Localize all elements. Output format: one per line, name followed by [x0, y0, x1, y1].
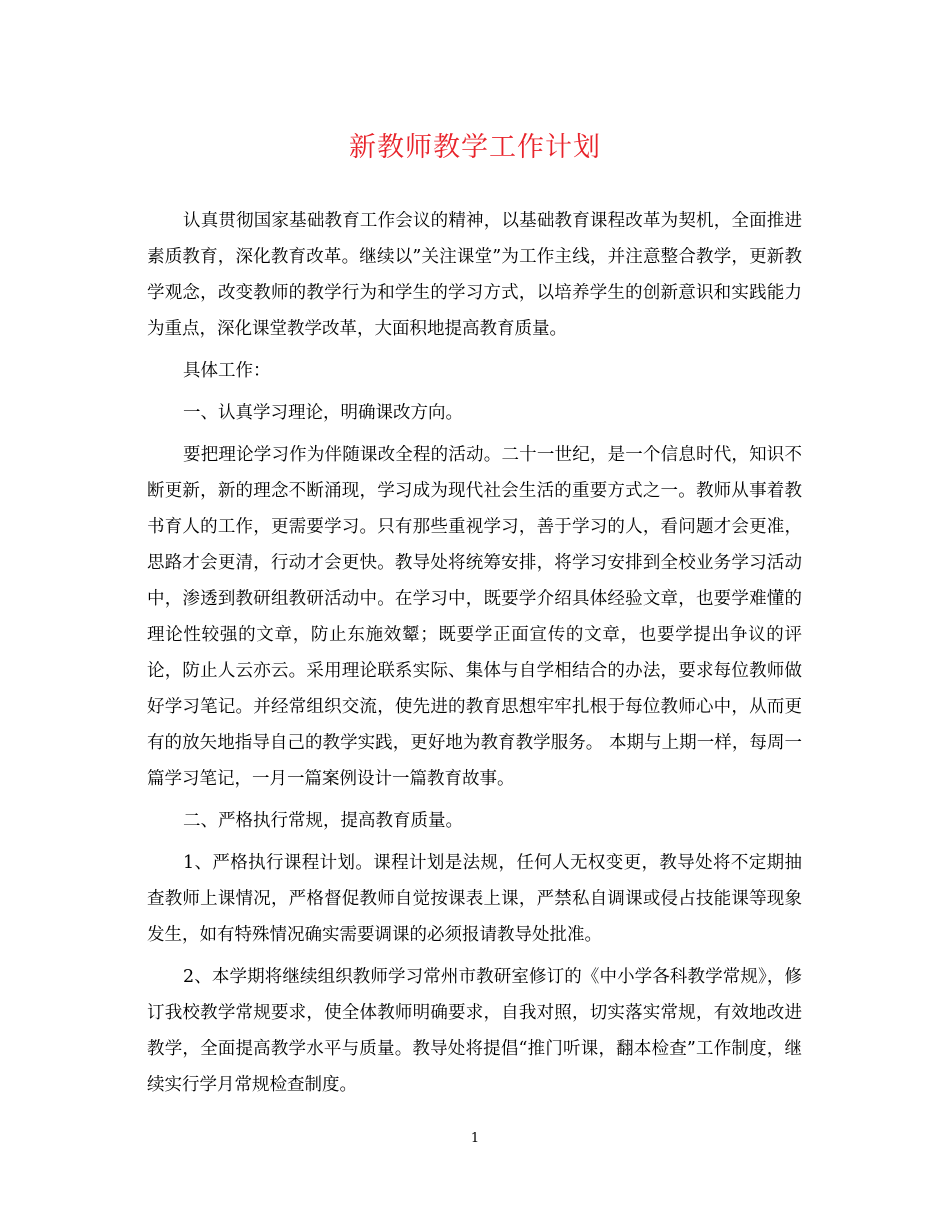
paragraph-item-1: 1、严格执行课程计划。课程计划是法规，任何人无权变更，教导处将不定期抽查教师上课情况，严格督促教师自觉按课表上课，严禁私自调课或侵占技能课等现象发生，如有特殊情况确实需要调课的必须报请教导处批准。	[147, 853, 802, 945]
paragraph-theory-study: 要把理论学习作为伴随课改全程的活动。二十一世纪，是一个信息时代，知识不断更新，新的理念不断涌现，学习成为现代社会生活的重要方式之一。教师从事着教书育人的工作，更需要学习。只有那些重视学习，善于学习的人，看问题才会更准，思路才会更清，行动才会更快。教导处将统筹安排，将学习安排到全校业务学习活动中，渗透到教研组教研活动中。在学习中，既要学介绍具体经验文章，也要学难懂的理论性较强的文章，防止东施效颦；既要学正面宣传的文章，也要学提出争议的评论，防止人云亦云。采用理论联系实际、集体与自学相结合的办法，要求每位教师做好学习笔记。并经常组织交流，使先进的教育思想牢牢扎根于每位教师心中，从而更有的放矢地指导自己的教学实践，更好地为教育教学服务。 本期与上期一样，每周一篇学习笔记，一月一篇案例设计一篇教育故事。	[147, 445, 802, 789]
page-number: 1	[470, 1131, 480, 1146]
document-body	[147, 203, 802, 1109]
section-heading-1: 一、认真学习理论，明确课改方向。	[183, 403, 463, 423]
paragraph-intro: 认真贯彻国家基础教育工作会议的精神，以基础教育课程改革为契机，全面推进素质教育，深化教育改革。继续以”关注课堂”为工作主线，并注意整合教学，更新教学观念，改变教师的教学行为和学生的学习方式，以培养学生的创新意识和实践能力为重点，深化课堂教学改革，大面积地提高教育质量。	[147, 211, 802, 339]
section-heading-2: 二、严格执行常规，提高教育质量。	[183, 811, 463, 831]
paragraph-item-2: 2、本学期将继续组织教师学习常州市教研室修订的《中小学各科教学常规》，修订我校教学常规要求，使全体教师明确要求，自我对照，切实落实常规，有效地改进教学，全面提高教学水平与质量。教导处将提倡“推门听课，翻本检查”工作制度，继续实行学月常规检查制度。	[147, 967, 802, 1095]
document-title: 新教师教学工作计划	[349, 132, 601, 163]
paragraph-specific-work: 具体工作：	[183, 361, 271, 381]
